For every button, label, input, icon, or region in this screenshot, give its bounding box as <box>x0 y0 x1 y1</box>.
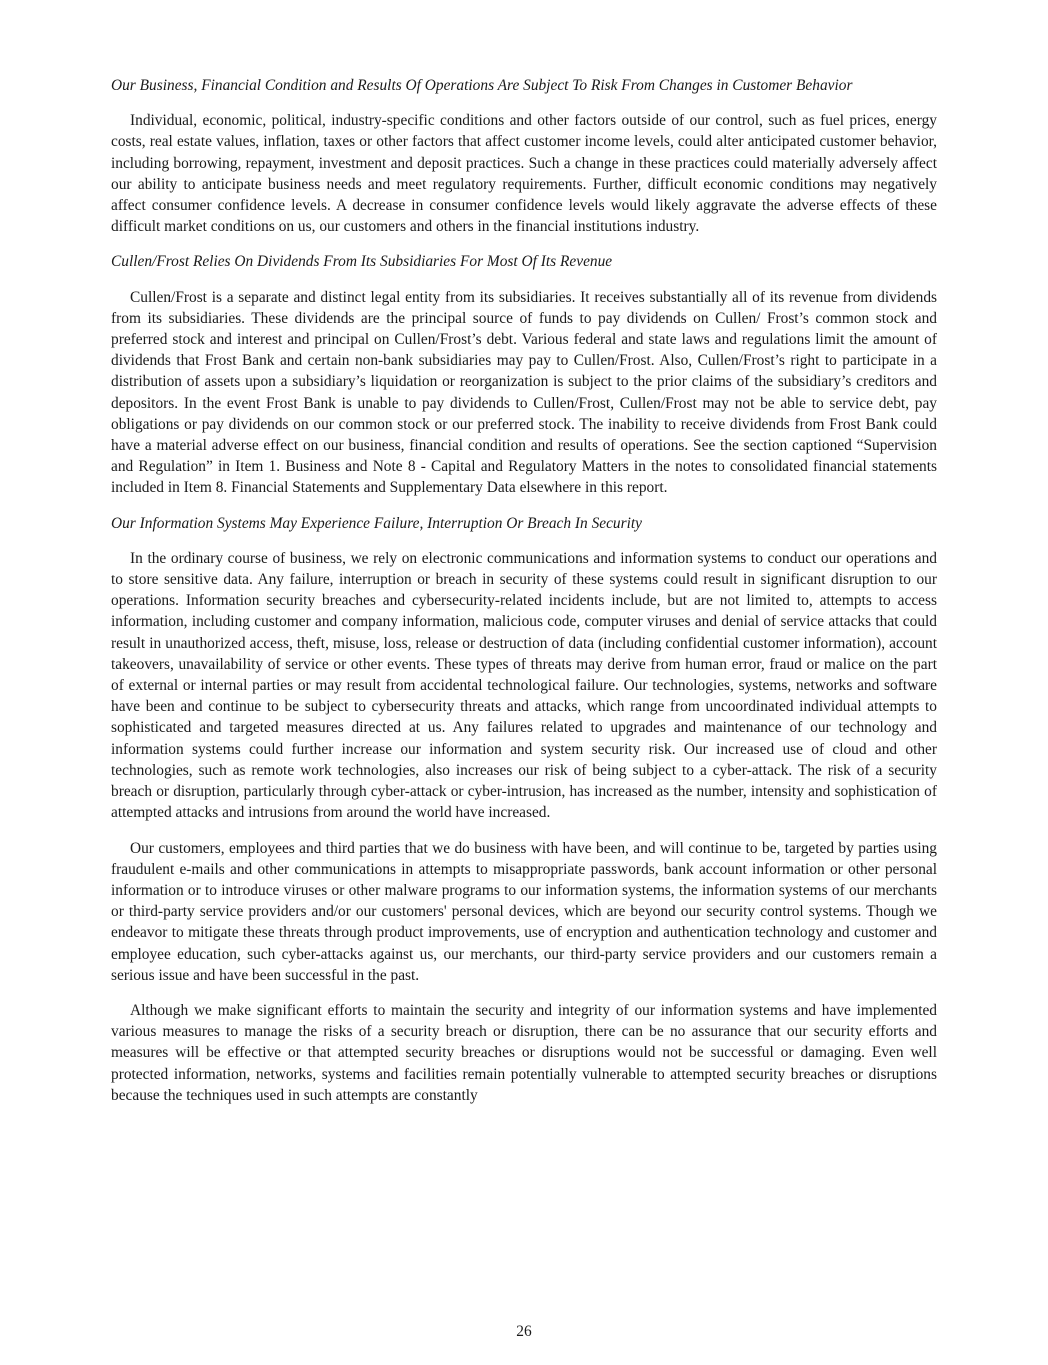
page-number: 26 <box>516 1323 532 1340</box>
paragraph-customer-behavior: Individual, economic, political, industry-specific conditions and other factors outside of our control, such as fuel prices, energy costs, real estate values, inflation, taxes or other factors that affect customer income levels, could alter anticipated customer behavior, including borrowing, repayment, investment and deposit practices. Such a change in these practices could materially adversely affect our ability to anticipate business needs and meet regulatory requirements. Further, difficult economic conditions may negatively affect consumer confidence levels. A decrease in consumer confidence levels would likely aggravate the adverse effects of these difficult market conditions on us, our customers and others in the financial institutions industry. <box>111 112 937 236</box>
section-heading-customer-behavior: Our Business, Financial Condition and Results Of Operations Are Subject To Risk From Changes in Customer Behavior <box>111 77 853 94</box>
paragraph-information-systems-2: Our customers, employees and third parties that we do business with have been, and will continue to be, targeted by parties using fraudulent e-mails and other communications in attempts to misappropriate passwords, bank account information or other personal information or to introduce viruses or other malware programs to our information systems, the information systems of our merchants or third-party service providers and/or our customers' personal devices, which are beyond our security control systems. Though we endeavor to mitigate these threats through product improvements, use of encryption and authentication technology and customer and employee education, such cyber-attacks against us, our merchants, our third-party service providers and our customers remain a serious issue and have been successful in the past. <box>111 839 937 984</box>
document-body <box>111 75 937 1120</box>
paragraph-information-systems-3: Although we make significant efforts to maintain the security and integrity of our information systems and have implemented various measures to manage the risks of a security breach or disruption, there can be no assurance that our security efforts and measures will be effective or that attempted security breaches or disruptions would not be successful or damaging. Even well protected information, networks, systems and facilities remain potentially vulnerable to attempted security breaches or disruptions because the techniques used in such attempts are constantly <box>111 1001 937 1104</box>
paragraph-dividends: Cullen/Frost is a separate and distinct legal entity from its subsidiaries. It receives substantially all of its revenue from dividends from its subsidiaries. These dividends are the principal source of funds to pay dividends on Cullen/ Frost’s common stock and preferred stock and interest and principal on Cullen/Frost’s debt. Various federal and state laws and regulations limit the amount of dividends that Frost Bank and certain non-bank subsidiaries may pay to Cullen/Frost. Also, Cullen/Frost’s right to participate in a distribution of assets upon a subsidiary’s liquidation or reorganization is subject to the prior claims of the subsidiary’s creditors and depositors. In the event Frost Bank is unable to pay dividends to Cullen/Frost, Cullen/Frost may not be able to service debt, pay obligations or pay dividends on our common stock or our preferred stock. The inability to receive dividends from Frost Bank could have a material adverse effect on our business, financial condition and results of operations. See the section captioned “Supervision and Regulation” in Item 1. Business and Note 8 - Capital and Regulatory Matters in the notes to consolidated financial statements included in Item 8. Financial Statements and Supplementary Data elsewhere in this report. <box>111 288 937 497</box>
section-heading-dividends: Cullen/Frost Relies On Dividends From Its Subsidiaries For Most Of Its Revenue <box>111 253 613 271</box>
section-heading-information-systems: Our Information Systems May Experience Failure, Interruption Or Breach In Security <box>111 514 642 532</box>
paragraph-information-systems-1: In the ordinary course of business, we rely on electronic communications and information systems to conduct our operations and to store sensitive data. Any failure, interruption or breach in security of these systems could result in significant disruption to our operations. Information security breaches and cybersecurity-related incidents include, but are not limited to, attempts to access information, including customer and company information, malicious code, computer viruses and denial of service attacks that could result in unauthorized access, theft, misuse, loss, release or destruction of data (including confidential customer information), account takeovers, unavailability of service or other events. These types of threats may derive from human error, fraud or malice on the part of external or internal parties or may result from accidental technological failure. Our technologies, systems, networks and software have been and continue to be subject to cybersecurity threats and attacks, which range from uncoordinated individual attempts to sophisticated and targeted measures directed at us. Any failures related to upgrades and maintenance of our technology and information systems could further increase our information and system security risk. Our increased use of cloud and other technologies, such as remote work technologies, also increases our risk of being subject to a cyber-attack. The risk of a security breach or disruption, particularly through cyber-attack or cyber-intrusion, has increased as the number, intensity and sophistication of attempted attacks and intrusions from around the world have increased. <box>111 549 937 822</box>
